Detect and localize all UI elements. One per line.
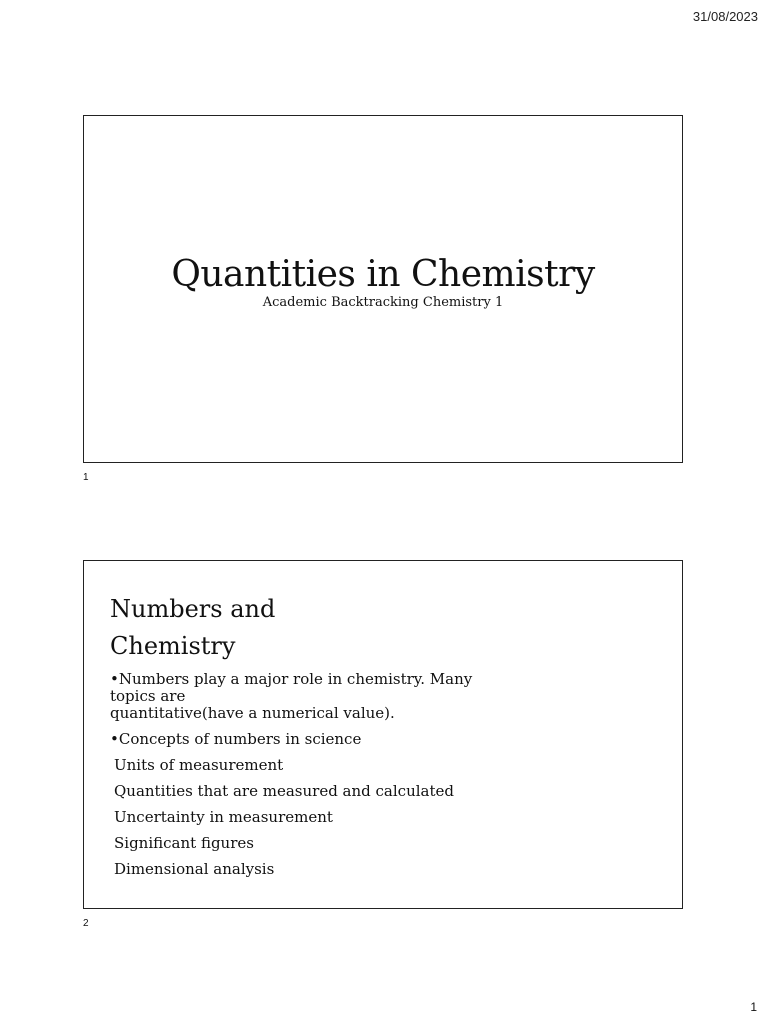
bullet-text: quantitative(have a numerical value). — [110, 704, 395, 722]
slide-body — [110, 671, 500, 887]
slide-subtitle: Academic Backtracking Chemistry 1 — [262, 295, 504, 310]
bullet-text: •Numbers play a major role in chemistry. Many topics are — [110, 670, 473, 705]
slide-number: 1 — [83, 472, 89, 483]
slide-1 — [83, 115, 683, 463]
bullet-item: •Concepts of numbers in science — [110, 730, 362, 748]
slide-number: 2 — [83, 918, 89, 929]
list-item: Uncertainty in measurement — [114, 808, 333, 826]
list-item: Quantities that are measured and calculated — [114, 782, 454, 800]
list-item: Dimensional analysis — [114, 860, 275, 878]
slide-title — [110, 591, 370, 665]
page-number: 1 — [750, 1000, 757, 1014]
list-item: Units of measurement — [114, 756, 284, 774]
page-date: 31/08/2023 — [692, 9, 758, 24]
slide-title-line: Chemistry — [110, 632, 236, 660]
slide-2 — [83, 560, 683, 909]
list-item: Significant figures — [114, 834, 254, 852]
slide-title-line: Numbers and — [110, 595, 276, 623]
slide-title: Quantities in Chemistry — [171, 254, 595, 295]
bullet-item — [110, 671, 500, 722]
